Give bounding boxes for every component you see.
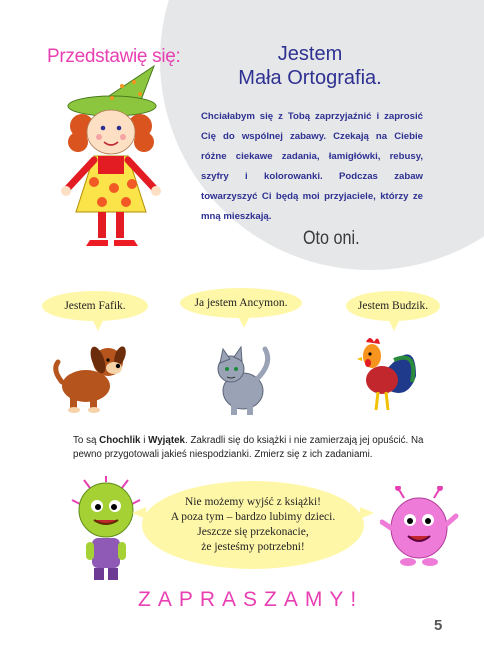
monster-speech-line3: Jeszcze się przekonacie, [197,526,309,538]
description-paragraph [73,434,453,462]
fafik-speech: Jestem Fafik. [64,300,126,312]
page-number: 5 [434,617,443,634]
rooster-illustration [356,330,420,416]
description-prefix: To są [73,435,100,446]
green-monster-illustration [70,476,142,586]
name-chochlik: Chochlik [99,435,141,446]
budzik-speech: Jestem Budzik. [357,300,429,312]
speech-bubble-fafik [42,291,148,321]
title-line2: Mała Ortografia. [238,67,382,89]
speech-bubble-budzik [346,291,440,321]
witch-illustration [42,64,192,259]
invitation-heading: ZAPRASZAMY! [138,588,364,611]
monster-speech-line2: A poza tym – bardzo lubimy dzieci. [170,511,336,523]
page-title [200,42,420,90]
monster-speech-line4: że jesteśmy potrzebni! [201,541,305,553]
speech-bubble-ancymon [180,288,302,318]
monster-speech-bubble [142,481,364,569]
description-connector: i [140,435,149,446]
intro-paragraph: Chciałabym się z Tobą zaprzyjaźnić i zaprosić Cię do wspólnej zabawy. Czekają na Ciebie różne ciekawe zadania, łamigłówki, rebusy, szyfry i kolorowanki. Podczas zabaw towarzyszyć Ci będą moi przyjaciele, którzy ze mną mieszkają. [201,111,423,222]
description-rest: . Zakradli się do książki i nie zamierzają jej opuścić. Na pewno przygotowali jakieś niespodzianki. Zmierz się z ich zadaniami. [73,435,424,460]
dog-illustration [48,334,138,414]
intro-label: Przedstawię się: [47,46,181,67]
oto-oni-heading: Oto oni. [303,228,360,249]
ancymon-speech: Ja jestem Ancymon. [194,297,288,309]
name-wyjatek: Wyjątek [148,435,185,446]
pink-monster-illustration [380,486,460,574]
title-line1: Jestem [277,43,343,65]
monster-speech-line1: Nie możemy wyjść z książki! [184,496,322,508]
cat-illustration [207,339,277,419]
